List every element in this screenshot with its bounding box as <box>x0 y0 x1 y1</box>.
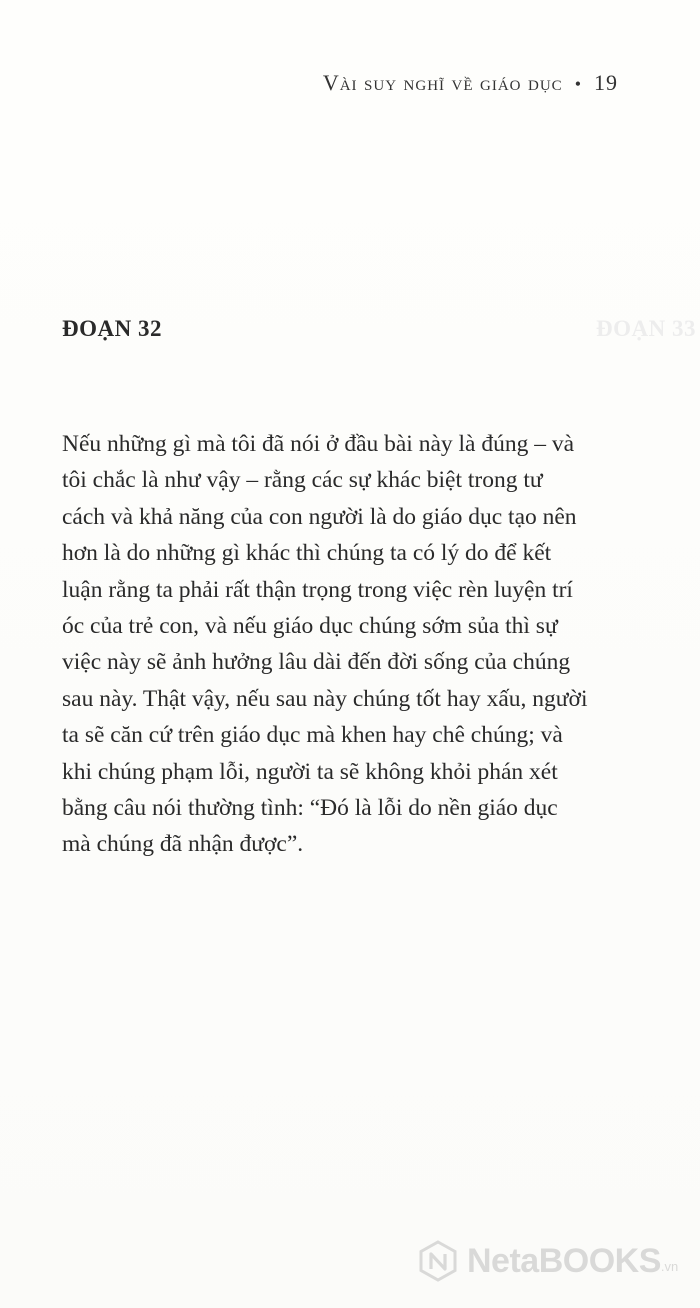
paragraph-line: mà chúng đã nhận được”. <box>62 831 304 858</box>
running-head-title: Vài suy nghĩ về giáo dục <box>322 70 563 95</box>
bleed-through-title: ĐOẠN 33 <box>596 316 696 341</box>
paragraph-line: óc của trẻ con, và nếu giáo dục chúng sớm sủa thì sự <box>62 613 558 640</box>
paragraph-line: luận rằng ta phải rất thận trọng trong việc rèn luyện trí <box>62 576 573 603</box>
watermark-suffix: .vn <box>660 1259 679 1274</box>
paragraph-line: sau này. Thật vậy, nếu sau này chúng tốt hay xấu, người <box>62 685 588 712</box>
section-title: ĐOẠN 32 <box>62 316 162 341</box>
paragraph-line: tôi chắc là như vậy – rằng các sự khác biệt trong tư <box>62 467 543 494</box>
paragraph-line: khi chúng phạm lỗi, người ta sẽ không khỏi phán xét <box>62 758 558 785</box>
netabooks-logo-icon <box>417 1240 459 1282</box>
watermark-brand: NetaBOOKS <box>467 1241 661 1280</box>
paragraph-line: ta sẽ căn cứ trên giáo dục mà khen hay chê chúng; và <box>62 722 563 749</box>
watermark <box>417 1240 678 1282</box>
page-number: 19 <box>594 70 618 95</box>
paragraph-line: hơn là do những gì khác thì chúng ta có lý do để kết <box>62 540 552 567</box>
body-paragraph <box>62 426 622 863</box>
paragraph-line: Nếu những gì mà tôi đã nói ở đầu bài này là đúng – và <box>62 431 575 457</box>
running-head-bullet: • <box>574 74 582 94</box>
paragraph-line: bằng câu nói thường tình: “Đó là lỗi do nền giáo dục <box>62 795 558 822</box>
paragraph-line: cách và khả năng của con người là do giáo dục tạo nên <box>62 503 577 530</box>
paragraph-line: việc này sẽ ảnh hưởng lâu dài đến đời sống của chúng <box>62 649 571 676</box>
running-head <box>323 70 618 96</box>
